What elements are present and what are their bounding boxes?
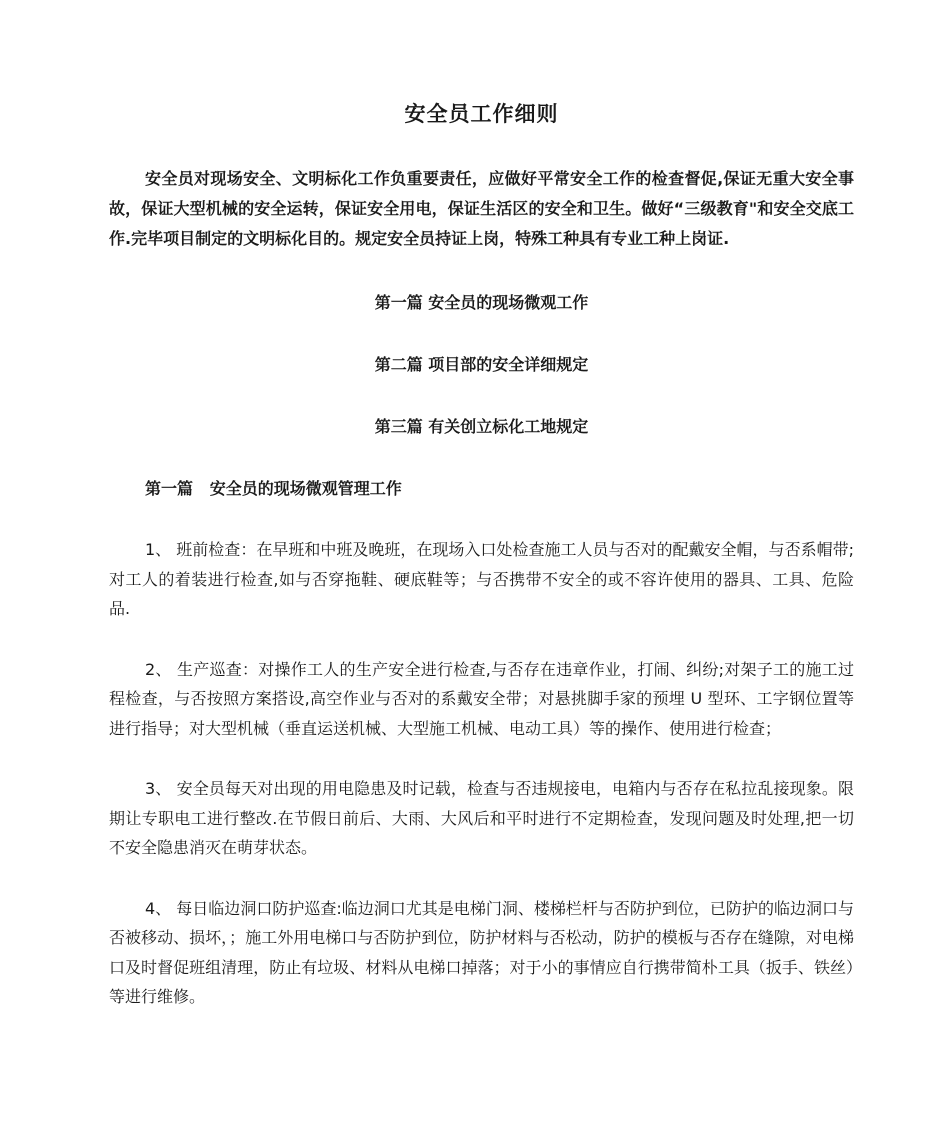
chapter-list <box>109 288 854 442</box>
chapter-item: 第三篇 有关创立标化工地规定 <box>374 417 589 436</box>
intro-paragraph: 安全员对现场安全、文明标化工作负重要责任，应做好平常安全工作的检查督促,保证无重大安全事故，保证大型机械的安全运转，保证安全用电，保证生活区的安全和卫生。做好“三级教育"和安全交底工作.完毕项目制定的文明标化目的。规定安全员持证上岗，特殊工种具有专业工种上岗证. <box>109 169 854 248</box>
list-item: 2、 生产巡查：对操作工人的生产安全进行检查,与否存在违章作业，打闹、纠纷;对架子工的施工过程检查，与否按照方案搭设,高空作业与否对的系戴安全带；对悬挑脚手家的预埋 U 型环、工字钢位置等进行指导；对大型机械（垂直运送机械、大型施工机械、电动工具）等的操作、使用进行检查； <box>109 659 854 738</box>
list-item: 1、 班前检查：在早班和中班及晚班，在现场入口处检查施工人员与否对的配戴安全帽，与否系帽带;对工人的着装进行检查,如与否穿拖鞋、硬底鞋等；与否携带不安全的或不容许使用的器具、工具、危险品. <box>109 540 854 618</box>
chapter-item: 第一篇 安全员的现场微观工作 <box>374 293 589 312</box>
list-item: 4、 每日临边洞口防护巡查:临边洞口尤其是电梯门洞、楼梯栏杆与否防护到位，已防护的临边洞口与否被移动、损坏，；施工外用电梯口与否防护到位，防护材料与否松动，防护的模板与否存在缝隙，对电梯口及时督促班组清理，防止有垃圾、材料从电梯口掉落；对于小的事情应自行携带简朴工具（扳手、铁丝）等进行维修。 <box>109 898 854 1006</box>
section-heading: 第一篇 安全员的现场微观管理工作 <box>145 479 402 498</box>
list-item: 3、 安全员每天对出现的用电隐患及时记载，检查与否违规接电，电箱内与否存在私拉乱接现象。限期让专职电工进行整改.在节假日前后、大雨、大风后和平时进行不定期检查，发现问题及时处理,把一切不安全隐患消灭在萌芽状态。 <box>109 779 854 857</box>
chapter-item: 第二篇 项目部的安全详细规定 <box>374 355 589 374</box>
document-title: 安全员工作细则 <box>404 102 559 126</box>
